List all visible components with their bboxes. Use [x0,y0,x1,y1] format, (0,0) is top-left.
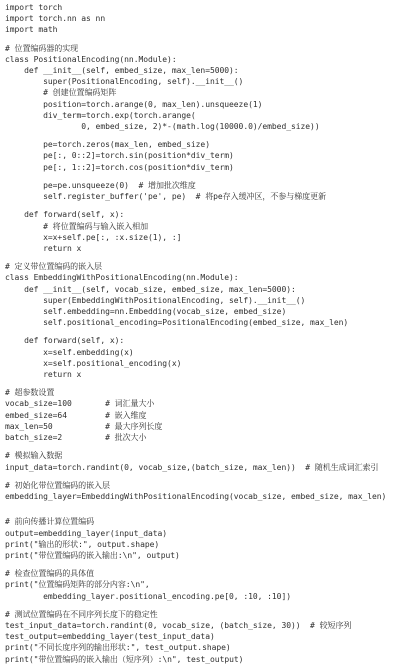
code-line [5,36,409,43]
code-line: return x [5,370,82,379]
code-line: 0, embed_size, 2)*-(math.log(10000.0)/embed_size)) [5,121,320,131]
code-line [5,561,409,568]
code-line: def __init__(self, embed_size, max_len=5000): [5,66,239,76]
code-line [5,502,409,509]
code-line: vocab_size=100 # 词汇量大小 [5,399,155,409]
code-line: pe[:, 1::2]=torch.cos(position*div_term) [5,162,234,172]
code-line: # 前向传播计算位置编码 [5,517,95,527]
code-line: class EmbeddingWithPositionalEncoding(nn.Module): [5,273,239,283]
code-line: print("不同长度序列的输出形状:", test_output.shape) [5,643,231,653]
code-line: self.register_buffer('pe', pe) # 将pe存入缓冲区，不参与梯度更新 [5,192,327,202]
code-line: max_len=50 # 最大序列长度 [5,421,163,431]
code-line: super(PositionalEncoding, self).__init__() [5,77,244,87]
code-line: self.embedding=nn.Embedding(vocab_size, embed_size) [5,306,287,316]
code-line [5,254,409,261]
code-line: batch_size=2 # 批次大小 [5,433,147,443]
code-line: embed_size=64 # 嵌入维度 [5,410,147,420]
code-line: import math [5,25,58,35]
code-line: pe=pe.unsqueeze(0) # 增加批次维度 [5,180,196,190]
code-line: test_input_data=torch.randint(0, vocab_size, (batch_size, 30)) # 较短序列 [5,621,352,631]
code-line [5,443,409,450]
code-line: # 将位置编码与输入嵌入相加 [5,221,149,231]
code-line [5,509,409,516]
code-line: import torch [5,3,63,12]
code-line: return x [5,243,82,253]
code-line [5,132,409,139]
code-line [5,602,409,609]
code-line: # 定义带位置编码的嵌入层 [5,262,102,272]
code-line: pe=torch.zeros(max_len, embed_size) [5,140,210,150]
code-line: embedding_layer.positional_encoding.pe[0, :10, :10]) [5,591,291,601]
code-line: print("带位置编码的嵌入输出:\n", output) [5,550,180,560]
code-line: def __init__(self, vocab_size, embed_size, max_len=5000): [5,284,296,294]
code-line: output=embedding_layer(input_data) [5,528,168,538]
code-line: position=torch.arange(0, max_len).unsqueeze(1) [5,99,263,109]
code-line: pe[:, 0::2]=torch.sin(position*div_term) [5,151,234,161]
code-line: def forward(self, x): [5,210,125,220]
code-line [5,328,409,335]
code-line: print("带位置编码的嵌入输出（短序列）:\n", test_output) [5,654,244,664]
code-line: # 创建位置编码矩阵 [5,88,117,98]
code-line [5,473,409,480]
code-line: embedding_layer=EmbeddingWithPositionalEncoding(vocab_size, embed_size, max_len) [5,491,387,501]
code-line [5,173,409,180]
code-line: # 位置编码器的实现 [5,43,79,53]
code-line: x=self.positional_encoding(x) [5,358,182,368]
code-line: x=x+self.pe[:, :x.size(1), :] [5,232,182,242]
code-line: test_output=embedding_layer(test_input_data) [5,632,215,642]
code-line: # 模拟输入数据 [5,451,63,461]
code-line: print("输出的形状:", output.shape) [5,539,160,549]
code-line: div_term=torch.exp(torch.arange( [5,110,196,120]
code-line: # 检查位置编码的具体值 [5,569,95,579]
code-line: class PositionalEncoding(nn.Module): [5,54,177,64]
code-line: def forward(self, x): [5,336,125,346]
code-line: # 测试位置编码在不同序列长度下的稳定性 [5,609,158,619]
code-line [5,380,409,387]
code-line: # 初始化带位置编码的嵌入层 [5,480,110,490]
code-line: self.positional_encoding=PositionalEncoding(embed_size, max_len) [5,318,349,328]
code-line: print("位置编码矩阵的部分内容:\n", [5,580,150,590]
code-block [5,2,409,665]
code-line: import torch.nn as nn [5,14,106,24]
code-line: # 超参数设置 [5,388,55,398]
code-line: super(EmbeddingWithPositionalEncoding, self).__init__() [5,295,306,305]
code-line [5,202,409,209]
code-line: input_data=torch.randint(0, vocab_size,(batch_size, max_len)) # 随机生成词汇索引 [5,462,379,472]
code-line: x=self.embedding(x) [5,347,134,357]
